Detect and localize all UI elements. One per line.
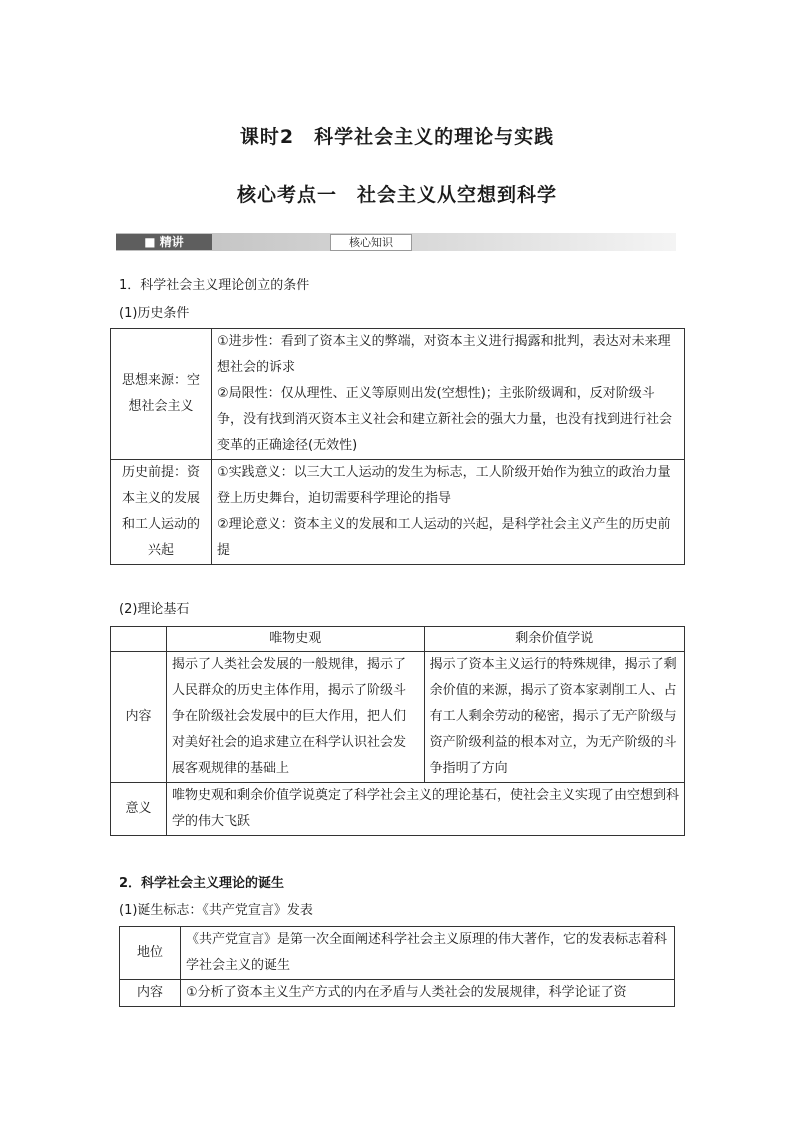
table-cell: 揭示了人类社会发展的一般规律，揭示了人民群众的历史主体作用，揭示了阶级斗争在阶级社会发展中的巨大作用，把人们对美好社会的追求建立在科学认识社会发展客观规律的基础上 (167, 652, 425, 783)
row-label: 思想来源：空想社会主义 (111, 329, 212, 460)
content-paragraph: ②理论意义：资本主义的发展和工人运动的兴起，是科学社会主义产生的历史前提 (217, 517, 671, 558)
subheading-birth: (1)诞生标志：《共产党宣言》发表 (119, 903, 313, 918)
table-row (111, 329, 685, 460)
banner-label: ■ 精讲 (116, 234, 212, 250)
table-row (111, 460, 685, 565)
table-row (111, 652, 685, 783)
theory-foundation-table (110, 626, 685, 836)
lesson-title: 课时2 科学社会主义的理论与实践 (239, 126, 555, 148)
row-content (212, 460, 685, 565)
heading-1: 1．科学社会主义理论创立的条件 (119, 278, 310, 293)
section-title: 核心考点一 社会主义从空想到科学 (236, 184, 557, 206)
subheading-historical: (1)历史条件 (119, 306, 190, 321)
row-label: 内容 (120, 980, 181, 1007)
row-label: 历史前提：资本主义的发展和工人运动的兴起 (111, 460, 212, 565)
subheading-theory: (2)理论基石 (119, 602, 190, 617)
table-row (120, 927, 675, 980)
heading-2: 2．科学社会主义理论的诞生 (119, 876, 285, 891)
table-cell: ①分析了资本主义生产方式的内在矛盾与人类社会的发展规律，科学论证了资 (181, 980, 675, 1007)
column-header: 唯物史观 (167, 627, 425, 652)
historical-conditions-table (110, 328, 685, 565)
content-paragraph: ②局限性：仅从理性、正义等原则出发(空想性)；主张阶级调和，反对阶级斗争，没有找到消灭资本主义社会和建立新社会的强大力量，也没有找到进行社会变革的正确途径(无效性) (217, 386, 673, 453)
table-row (120, 980, 675, 1007)
table-row (111, 783, 685, 836)
table-cell: 唯物史观和剩余价值学说奠定了科学社会主义的理论基石，使社会主义实现了由空想到科学的伟大飞跃 (167, 783, 685, 836)
content-paragraph: ①实践意义：以三大工人运动的发生为标志，工人阶级开始作为独立的政治力量登上历史舞台，迫切需要科学理论的指导 (217, 465, 671, 506)
column-header: 剩余价值学说 (424, 627, 684, 652)
row-label: 内容 (111, 652, 167, 783)
row-label: 地位 (120, 927, 181, 980)
table-header-row (111, 627, 685, 652)
row-label: 意义 (111, 783, 167, 836)
section-banner (116, 233, 676, 251)
content-paragraph: ①进步性：看到了资本主义的弊端，对资本主义进行揭露和批判，表达对未来理想社会的诉求 (217, 334, 671, 375)
birth-table (119, 926, 675, 1007)
header-empty (111, 627, 167, 652)
table-cell: 《共产党宣言》是第一次全面阐述科学社会主义原理的伟大著作，它的发表标志着科学社会主义的诞生 (181, 927, 675, 980)
banner-tag: 核心知识 (330, 234, 412, 251)
table-cell: 揭示了资本主义运行的特殊规律，揭示了剩余价值的来源，揭示了资本家剥削工人、占有工人剩余劳动的秘密，揭示了无产阶级与资产阶级利益的根本对立，为无产阶级的斗争指明了方向 (424, 652, 684, 783)
row-content (212, 329, 685, 460)
